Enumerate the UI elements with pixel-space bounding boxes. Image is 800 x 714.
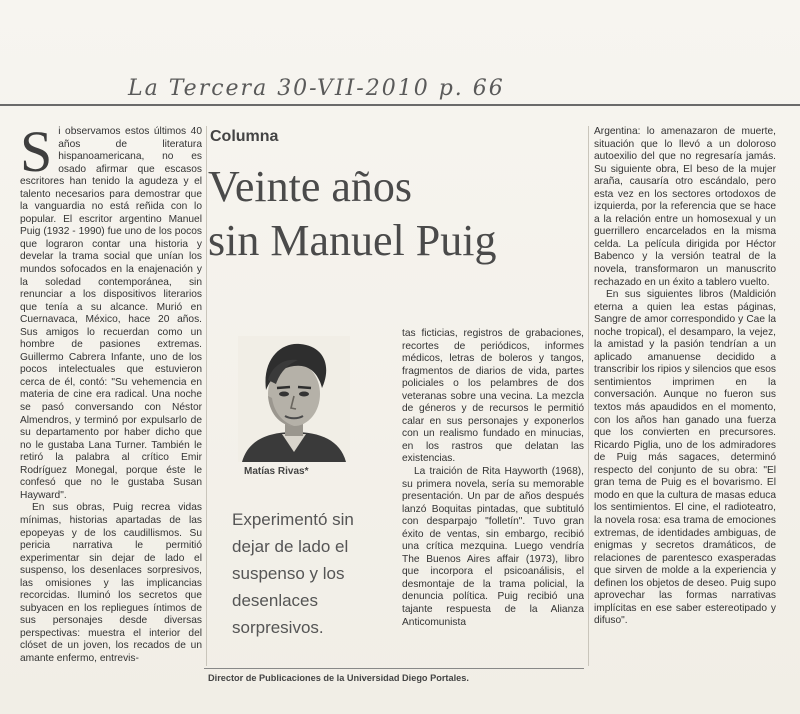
- column-divider: [206, 126, 207, 666]
- column-1-paragraph-1-text: i observamos estos últimos 40 años de literatura hispanoamericana, no es osado afirmar que escasos escritores han tenido la agudeza y el talento necesarios para demostrar que la vanguardia no está reñida con lo popular. El escritor argentino Manuel Puig (1932 - 1990) fue uno de los pocos que lograron contar una historia y develar la trama social que unían los mundos sofocados en la enajenación y la soledad contemporánea, sin renunciar a los dispositivos literarios que tenía a su alcance. Murió en Cuernavaca, México, hace 20 años. Sus amigos lo recuerdan como un hombre de pasiones extremas. Guillermo Cabrera Infante, uno de los pocos intelectuales que estuvieron cerca de él, contó: "Su vehemencia en materia de cine era radical. Una noche se pasó conversando con Néstor Almendros, y terminó por expulsarlo de su departamento por haber dicho que no le gustaba Lana Turner. También le retiró la palabra al crítico Emir Rodríguez Monegal, porque éste le confesó que no le gustaba Susan Hayward".: [20, 126, 202, 501]
- author-portrait: [238, 336, 350, 462]
- footer-rule: [204, 668, 584, 669]
- author-footnote: Director de Publicaciones de la Universidad Diego Portales.: [208, 673, 469, 683]
- column-1-paragraph-2: En sus obras, Puig recrea vidas mínimas, historias apartadas de las epopeyas y de los caudillismos. Su pericia narrativa le permitió experimentar sin dejar de lado el suspenso, los desenlaces sorpresivos, las omisiones y las implicancias recorcidas. Iluminó los secretos que subyacen en los repliegues íntimos de sus personajes desde diversas perspectivas: muestra el interior del clóset de un joven, los recados de un amante enfermo, entrevis-: [20, 502, 202, 664]
- header-rule: [0, 104, 800, 106]
- handwritten-source-note: La Tercera 30-VII-2010 p. 66: [128, 76, 505, 101]
- headline: [208, 160, 588, 300]
- column-4-paragraph-2: En sus siguientes libros (Maldición eterna a quien lea estas páginas, Sangre de amor correspondido y Cae la noche tropical), el desamparo, la vejez, la amistad y la pasión tendrían a un aplicado amanuense decidido a transcribir los ripios y silencios que esos sentimientos imprimen en la conversación. Aunque no fueron sus textos más apaudidos en el momento, con los años han ganado una fuerza que los convierten en precursores. Ricardo Piglia, uno de los admiradores de Puig más sagaces, determinó respecto del conjunto de su obra: "El gran tema de Puig es el bovarismo. El modo en que la cultura de masas educa los sentimientos. El cine, el radioteatro, la novela rosa: esa trama de emociones extremas, de identidades ambiguas, de enigmas y secretos dramáticos, de relaciones de parentesco exasperadas que sirven de molde a la experiencia y definen los objetos de deseo. Puig supo aprovechar las formas narrativas implícitas en ese saber estereotipado y difuso".: [594, 289, 776, 627]
- column-3-paragraph-1: tas ficticias, registros de grabaciones, recortes de periódicos, informes médicos, letras de boleros y tangos, fragmentos de diarios de vida, partes policiales o los pelambres de dos veteranas sobre una vecina. La mezcla de géneros y de recursos le permitió calar en sus personajes y exponerlos con un realismo fundado en minucias, en los rastros que delatan las existencias.: [402, 328, 584, 465]
- column-1-paragraph-1: [20, 126, 202, 502]
- section-kicker: Columna: [210, 128, 279, 145]
- column-divider: [588, 126, 589, 666]
- headline-line-2: sin Manuel Puig: [208, 216, 497, 265]
- headline-line-1: Veinte años: [208, 162, 413, 211]
- author-byline: Matías Rivas*: [244, 466, 309, 477]
- column-4-paragraph-1: Argentina: lo amenazaron de muerte, situación que lo llevó a un doloroso autoexilio del que no regresaría jamás. Su siguiente obra, El beso de la mujer araña, causaría otro escándalo, pero esta vez en los sectores ortodoxos de izquierda, por la referencia que se hace a la relación entre un homosexual y un guerrillero encarcelados en la misma celda. La película dirigida por Héctor Babenco y la versión teatral de la novela, transformaron un manuscrito rechazado en un éxito a tablero vuelto.: [594, 126, 776, 288]
- article-column-4: [594, 126, 776, 686]
- drop-cap: S: [20, 126, 53, 184]
- article-column-3: [402, 328, 584, 638]
- column-3-paragraph-2: La traición de Rita Hayworth (1968), su primera novela, sería su memorable presentación. Un par de años después lanzó Boquitas pintadas, que subtituló con desparpajo "folletín". Tuvo gran éxito de ventas, sin embargo, recibió una crítica mezquina. Luego vendría The Buenos Aires affair (1973), libro que incorpora el psicoanálisis, el desmontaje de la trama policial, la denuncia política. Puig recibió una tajante respuesta de la Alianza Anticomunista: [402, 466, 584, 628]
- pull-quote: Experimentó sin dejar de lado el suspenso y los desenlaces sorpresivos.: [232, 510, 354, 637]
- article-column-1: [20, 126, 202, 686]
